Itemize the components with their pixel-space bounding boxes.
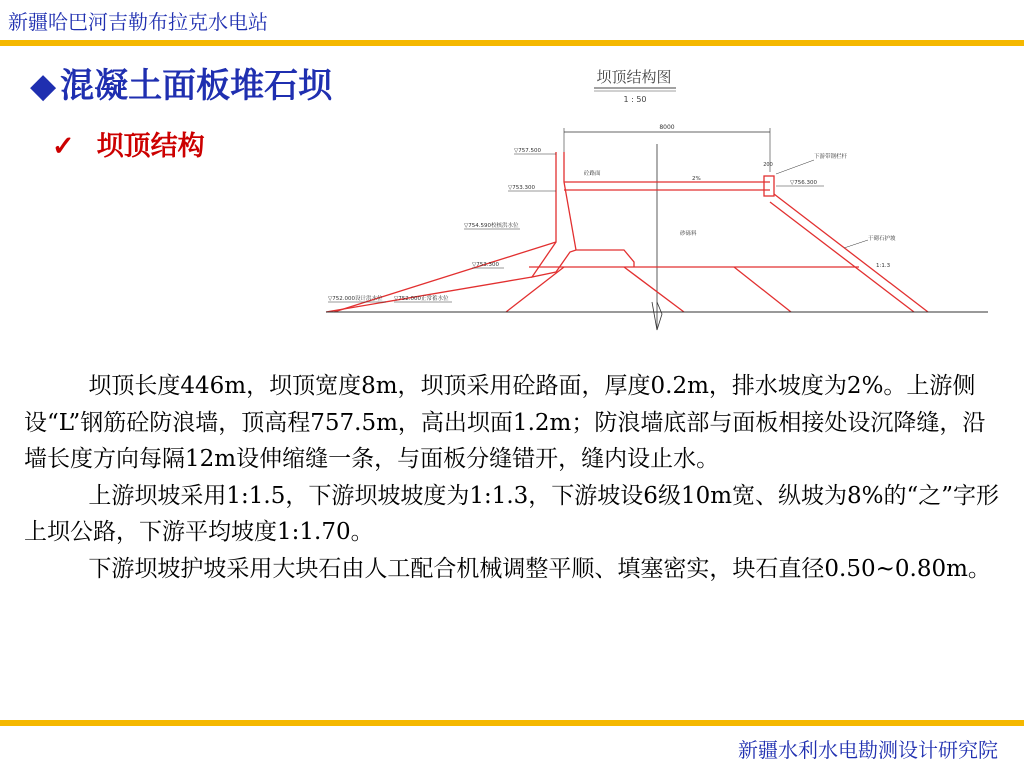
footer-divider (0, 720, 1024, 726)
road-surface-label: 砼路面 (584, 171, 601, 177)
zone-line-2 (734, 267, 791, 312)
header-divider (0, 40, 1024, 46)
elev-753-3-lower-label: ▽753.300 (472, 262, 499, 268)
header-title: 新疆哈巴河吉勒布拉克水电站 (8, 10, 268, 34)
paragraph-crest: 坝顶长度446m，坝顶宽度8m，坝顶采用砼路面，厚度0.2m，排水坡度为2%。上游侧设“L”钢筋砼防浪墙，顶高程757.5m，高出坝面1.2m；防浪墙底部与面板相接处设沉降缝，沿墙长度方向每隔12m设伸缩缝一条，与面板分缝错开，缝内设止水。 (24, 373, 986, 472)
paragraph-slopes: 上游坝坡采用1:1.5，下游坝坡坡度为1:1.3，下游坡设6级10m宽、纵坡为8%的“之”字形上坝公路，下游平均坡度1:1.70。 (24, 482, 1000, 545)
elev-752-normal-label: ▽752.000正常蓄水位 (394, 296, 449, 302)
slope-ratio-label: 1:1.3 (876, 263, 891, 269)
wave-wall-outline (532, 152, 634, 277)
elev-757-5-label: ▽757.500 (514, 148, 541, 154)
elev-753-3-upper-label: ▽753.300 (508, 185, 535, 191)
downstream-parapet (764, 176, 774, 196)
paragraph-riprap: 下游坝坡护坡采用大块石由人工配合机械调整平顺、填塞密实，块石直径0.50~0.80m。 (88, 555, 991, 582)
elev-756-3-label: ▽756.300 (790, 180, 817, 186)
dam-section-outline (326, 152, 928, 312)
dim-width-label: 8000 (659, 124, 675, 131)
dam-crest-drawing (324, 62, 992, 336)
wave-wall-inner (564, 152, 576, 250)
slide-title (30, 58, 332, 107)
diamond-bullet-icon: ◆ (30, 66, 57, 106)
slide-subtitle (52, 124, 205, 163)
body-text (24, 368, 1004, 587)
riprap-label: 干砌石护坡 (868, 236, 896, 242)
drawing-scale: 1 : 50 (623, 95, 647, 104)
downstream-slope-outer (774, 194, 928, 312)
slide-title-text: 混凝土面板堆石坝 (60, 66, 333, 106)
elev-752-design-label: ▽752.000设计洪水位 (328, 296, 383, 302)
drawing-title: 坝顶结构图 (596, 68, 672, 86)
elev-754-59-label: ▽754.590校核洪水位 (464, 223, 519, 229)
dim-small-label: 200 (763, 162, 773, 168)
gravel-fill-label: 砂砾料 (680, 231, 697, 237)
road-slope-label: 2% (692, 176, 701, 182)
zone-line-3 (624, 267, 684, 312)
slide-subtitle-text: 坝顶结构 (96, 131, 205, 162)
downstream-slope-inner (770, 202, 914, 312)
riprap-leader (844, 240, 868, 248)
checkmark-icon: ✓ (52, 131, 75, 162)
footer-organization: 新疆水利水电勘测设计研究院 (738, 738, 998, 762)
railing-leader (776, 160, 814, 174)
railing-label: 下游带钢栏杆 (814, 154, 848, 160)
